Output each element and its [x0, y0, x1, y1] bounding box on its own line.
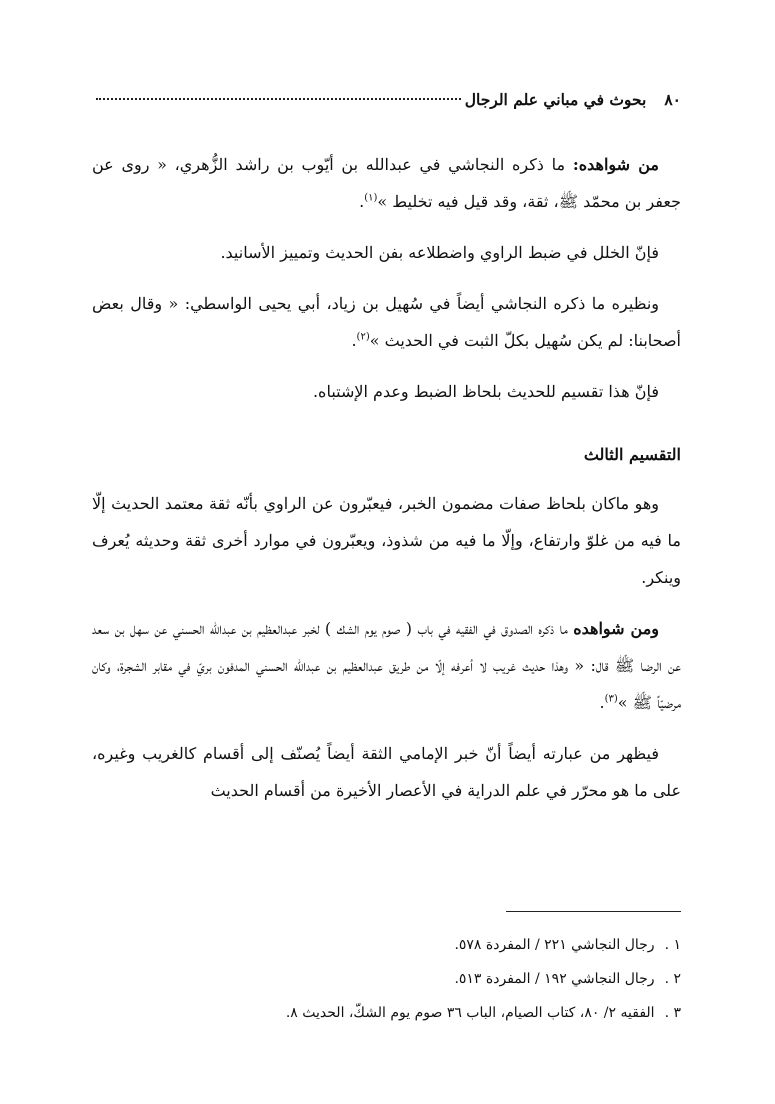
footnote-ref: (٣): [604, 693, 618, 705]
footnote-text: رجال النجاشي ١٩٢ / المفردة ٥١٣.: [454, 971, 655, 987]
page: [92, 88, 681, 823]
footnote-number: ٣ .: [664, 1005, 681, 1021]
footnote-text: الفقيه ٢/ ٨٠، كتاب الصيام، الباب ٣٦ صوم يوم الشكّ، الحديث ٨.: [285, 1005, 655, 1021]
body-text: [92, 146, 681, 809]
footnote-separator: [506, 911, 681, 912]
paragraph: [92, 373, 681, 410]
paragraph-end: .: [359, 192, 365, 211]
paragraph-text: فيظهر من عبارته أيضاً أنّ خبر الإمامي الثقة أيضاً يُصنّف إلى أقسام كالغريب وغيره، على ما هو محرّر في علم الدراية في الأعصار الأخيرة من أقسام الحديث: [92, 744, 681, 800]
paragraph-text: ما ذكره الصدوق في الفقيه في باب ( صوم يوم الشك ) لخبر عبدالعظيم بن عبدالله الحسني عن سهل بن سعد عن الرضا ﷺ قال: « وهذا حديث غريب لا أعرفه إلّا من طريق عبدالعظيم بن عبدالله الحسني المدفون بريّ في مقابر الشجرة، وكان مرضيّاً ﷺ »: [92, 619, 681, 712]
footnotes: [92, 928, 681, 1030]
running-head: [92, 88, 681, 112]
footnote-number: ١ .: [664, 937, 681, 953]
paragraph-lead: ومن شواهده: [573, 619, 659, 638]
section-heading: التقسيم الثالث: [583, 445, 681, 464]
footnote-number: ٢ .: [664, 971, 681, 987]
paragraph: [92, 146, 681, 220]
paragraph-text: ونظيره ما ذكره النجاشي أيضاً في سُهيل بن زياد، أبي يحيى الواسطي: « وقال بعض أصحابنا: لم يكن سُهيل بكلّ الثبت في الحديث »: [92, 294, 681, 350]
paragraph: [92, 285, 681, 359]
paragraph: [92, 610, 681, 721]
paragraph-end: .: [599, 693, 605, 712]
paragraph: [92, 735, 681, 809]
paragraph-text: وهو ماكان بلحاظ صفات مضمون الخبر، فيعبّرون عن الراوي بأنّه ثقة معتمد الحديث إلّا ما فيه من غلوّ وارتفاع، وإلّا ما فيه من شذوذ، ويعبّرون في موارد أخرى ثقة وحديثه يُعرف وينكر.: [92, 494, 681, 587]
footnote: [92, 996, 681, 1030]
footnote: [92, 962, 681, 996]
footnote-ref: (٢): [356, 331, 370, 343]
paragraph-end: .: [351, 331, 357, 350]
paragraph: [92, 234, 681, 271]
paragraph-text: فإنّ الخلل في ضبط الراوي واضطلاعه بفن الحديث وتمييز الأسانيد.: [220, 243, 659, 262]
footnote-ref: (١): [364, 192, 378, 204]
paragraph-lead: من شواهده:: [572, 155, 660, 174]
paragraph: [92, 485, 681, 596]
footnote-text: رجال النجاشي ٢٢١ / المفردة ٥٧٨.: [454, 937, 655, 953]
footnote: [92, 928, 681, 962]
dotted-leader: [96, 98, 461, 100]
paragraph-text: فإنّ هذا تقسيم للحديث بلحاظ الضبط وعدم الإشتباه.: [312, 382, 659, 401]
page-number: ٨٠: [664, 90, 681, 109]
paragraph-text: ما ذكره النجاشي في عبدالله بن أيّوب بن راشد الزُّهري، « روى عن جعفر بن محمّد ﷺ، ثقة، وقد قيل فيه تخليط »: [92, 155, 681, 211]
running-title: بحوث في مباني علم الرجال: [464, 90, 647, 109]
